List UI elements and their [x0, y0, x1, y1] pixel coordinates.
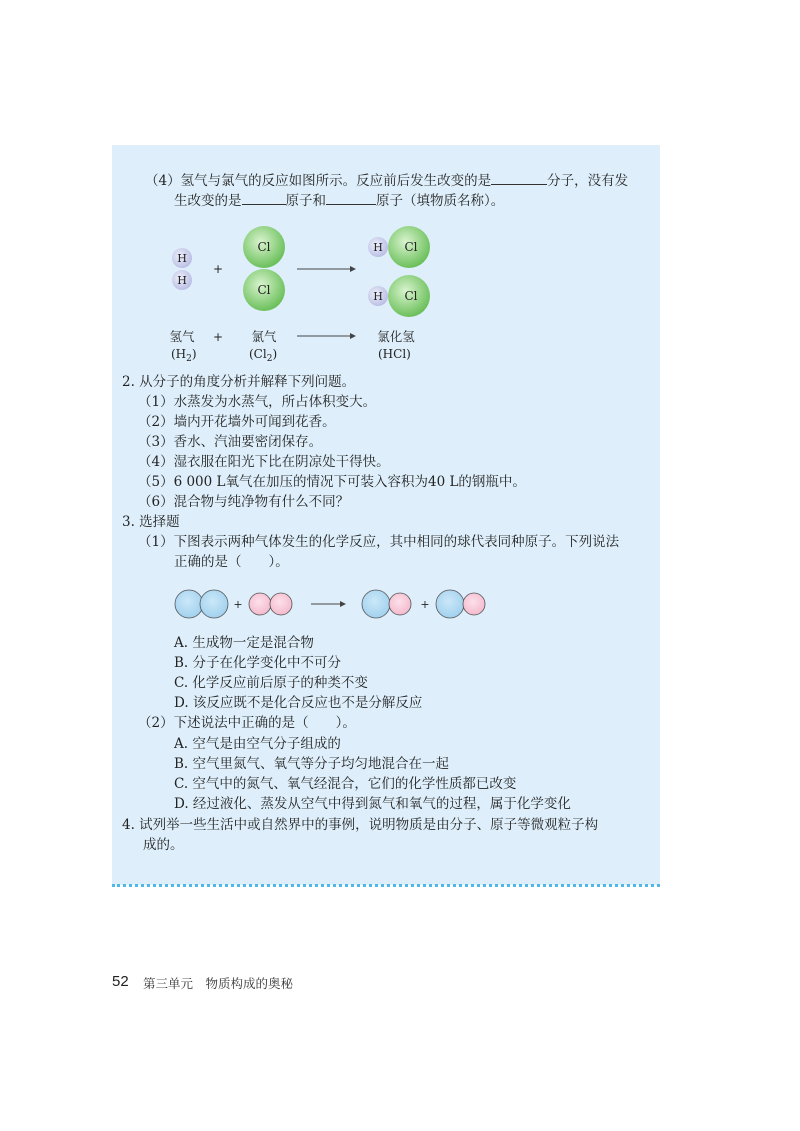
blue-atom [175, 590, 203, 618]
pink-atom [389, 593, 411, 615]
q3-sub2-option[interactable]: D. 经过液化、蒸发从空气中得到氮气和氧气的过程，属于化学变化 [174, 796, 571, 812]
h2-name-label: 氢气 [169, 329, 195, 344]
q3-sub1-stem: （1）下图表示两种气体发生的化学反应，其中相同的球代表同种原子。下列说法 [138, 534, 620, 550]
unit-title: 第三单元 物质构成的奥秘 [143, 976, 294, 991]
q3-sub1-option[interactable]: D. 该反应既不是化合反应也不是分解反应 [174, 695, 423, 711]
q4-line: 成的。 [143, 837, 184, 853]
q3-sub1-stem: 正确的是（ ）。 [174, 554, 289, 570]
blue-atom [362, 590, 390, 618]
plus-sign: + [420, 598, 430, 611]
h-atom-label: H [373, 290, 383, 303]
q2-item: （4）湿衣服在阳光下比在阴凉处干得快。 [138, 454, 390, 470]
pink-atom [270, 593, 292, 615]
q3-sub1-option[interactable]: C. 化学反应前后原子的种类不变 [174, 675, 368, 691]
q4-part-text: 原子（填物质名称）。 [376, 193, 505, 209]
q3-title: 3. 选择题 [122, 514, 180, 530]
formula-subscript: 2 [186, 354, 192, 364]
q3-sub1-option[interactable]: A. 生成物一定是混合物 [174, 635, 314, 651]
hcl-name-label: 氯化氢 [377, 329, 415, 344]
q2-item: （1）水蒸发为水蒸气，所占体积变大。 [138, 394, 377, 410]
cl-atom-label: Cl [404, 240, 418, 254]
reaction-arrow [311, 601, 346, 607]
q2-item: （6）混合物与纯净物有什么不同？ [138, 494, 350, 510]
formula-subscript: 2 [266, 354, 273, 364]
q4-part-text: （4）氢气与氯气的反应如图所示。反应前后发生改变的是 [145, 173, 492, 189]
q3-sub2-option[interactable]: A. 空气是由空气分子组成的 [174, 736, 341, 752]
q4-part-text: 分子，没有发 [547, 173, 629, 189]
q3-sub2-option[interactable]: C. 空气中的氮气、氧气经混合，它们的化学性质都已改变 [174, 776, 517, 792]
plus-sign: + [233, 598, 243, 611]
page-number: 52 [112, 973, 129, 990]
q3-sub2-stem: （2）下述说法中正确的是（ ）。 [138, 715, 356, 731]
pink-atom [463, 593, 485, 615]
q2-item: （2）墙内开花墙外可闻到花香。 [138, 414, 336, 430]
q4-line: 4. 试列举一些生活中或自然界中的事例，说明物质是由分子、原子等微观粒子构 [122, 817, 599, 833]
formula-hcl: (HCl) [378, 347, 411, 361]
cl-atom-label: Cl [257, 240, 271, 254]
h-atom-label: H [177, 274, 187, 287]
q2-item: （3）香水、汽油要密闭保存。 [138, 434, 323, 450]
formula-text: (H [171, 347, 187, 361]
h-atom-label: H [373, 241, 383, 254]
q2-title: 2. 从分子的角度分析并解释下列问题。 [122, 374, 356, 390]
plus-sign: + [212, 262, 224, 276]
formula-text: ) [191, 347, 197, 361]
cl-atom-label: Cl [257, 283, 271, 297]
pink-atom [249, 593, 271, 615]
plus-sign: + [212, 330, 224, 344]
formula-text: (Cl [249, 347, 267, 361]
cl-atom-label: Cl [404, 289, 418, 303]
q3-sub2-option[interactable]: B. 空气里氮气、氧气等分子均匀地混合在一起 [174, 756, 450, 772]
blue-atom [436, 590, 464, 618]
q4-part-text: 生改变的是 [174, 193, 242, 209]
q4-part-text: 原子和 [285, 193, 326, 209]
cl2-name-label: 氯气 [251, 329, 277, 344]
formula-text: ) [272, 347, 278, 361]
q3-sub1-option[interactable]: B. 分子在化学变化中不可分 [174, 655, 342, 671]
q2-item: （5）6 000 L氧气在加压的情况下可装入容积为40 L的钢瓶中。 [138, 474, 526, 490]
blue-atom [200, 590, 228, 618]
h-atom-label: H [177, 252, 187, 265]
